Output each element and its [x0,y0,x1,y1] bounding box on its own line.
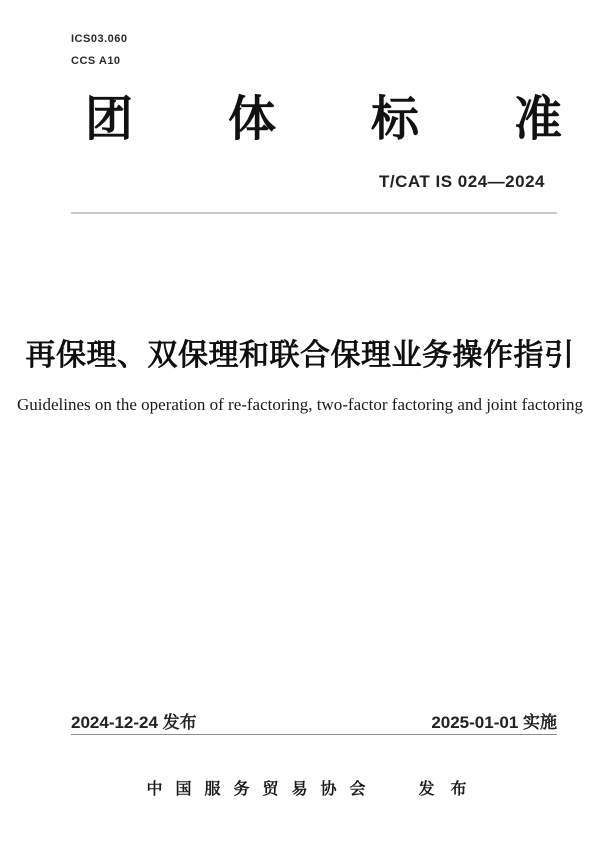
standard-title-english: Guidelines on the operation of re-factoring, two-factor factoring and joint factoring [17,395,583,414]
classification-codes [71,34,127,78]
implement-date: 2025-01-01 实施 [431,713,557,732]
publisher-row [0,776,600,799]
ccs-code: CCS A10 [71,55,121,67]
standard-title-chinese: 再保理、双保理和联合保理业务操作指引 [25,339,575,372]
ics-code: ICS03.060 [71,33,128,45]
doc-type-char: 准 [513,93,562,146]
footer-divider-line [71,734,557,735]
issue-date: 2024-12-24 发布 [71,713,197,732]
dates-row [71,712,557,733]
doc-type-char: 体 [227,93,276,146]
document-type-title [85,94,562,147]
standard-number: T/CAT IS 024—2024 [379,172,545,191]
doc-type-char: 团 [85,93,134,146]
header-divider-line [71,212,557,214]
publish-label: 发布 [418,781,483,798]
issuer-name: 中国服务贸易协会 [146,781,379,798]
doc-type-char: 标 [370,93,419,146]
